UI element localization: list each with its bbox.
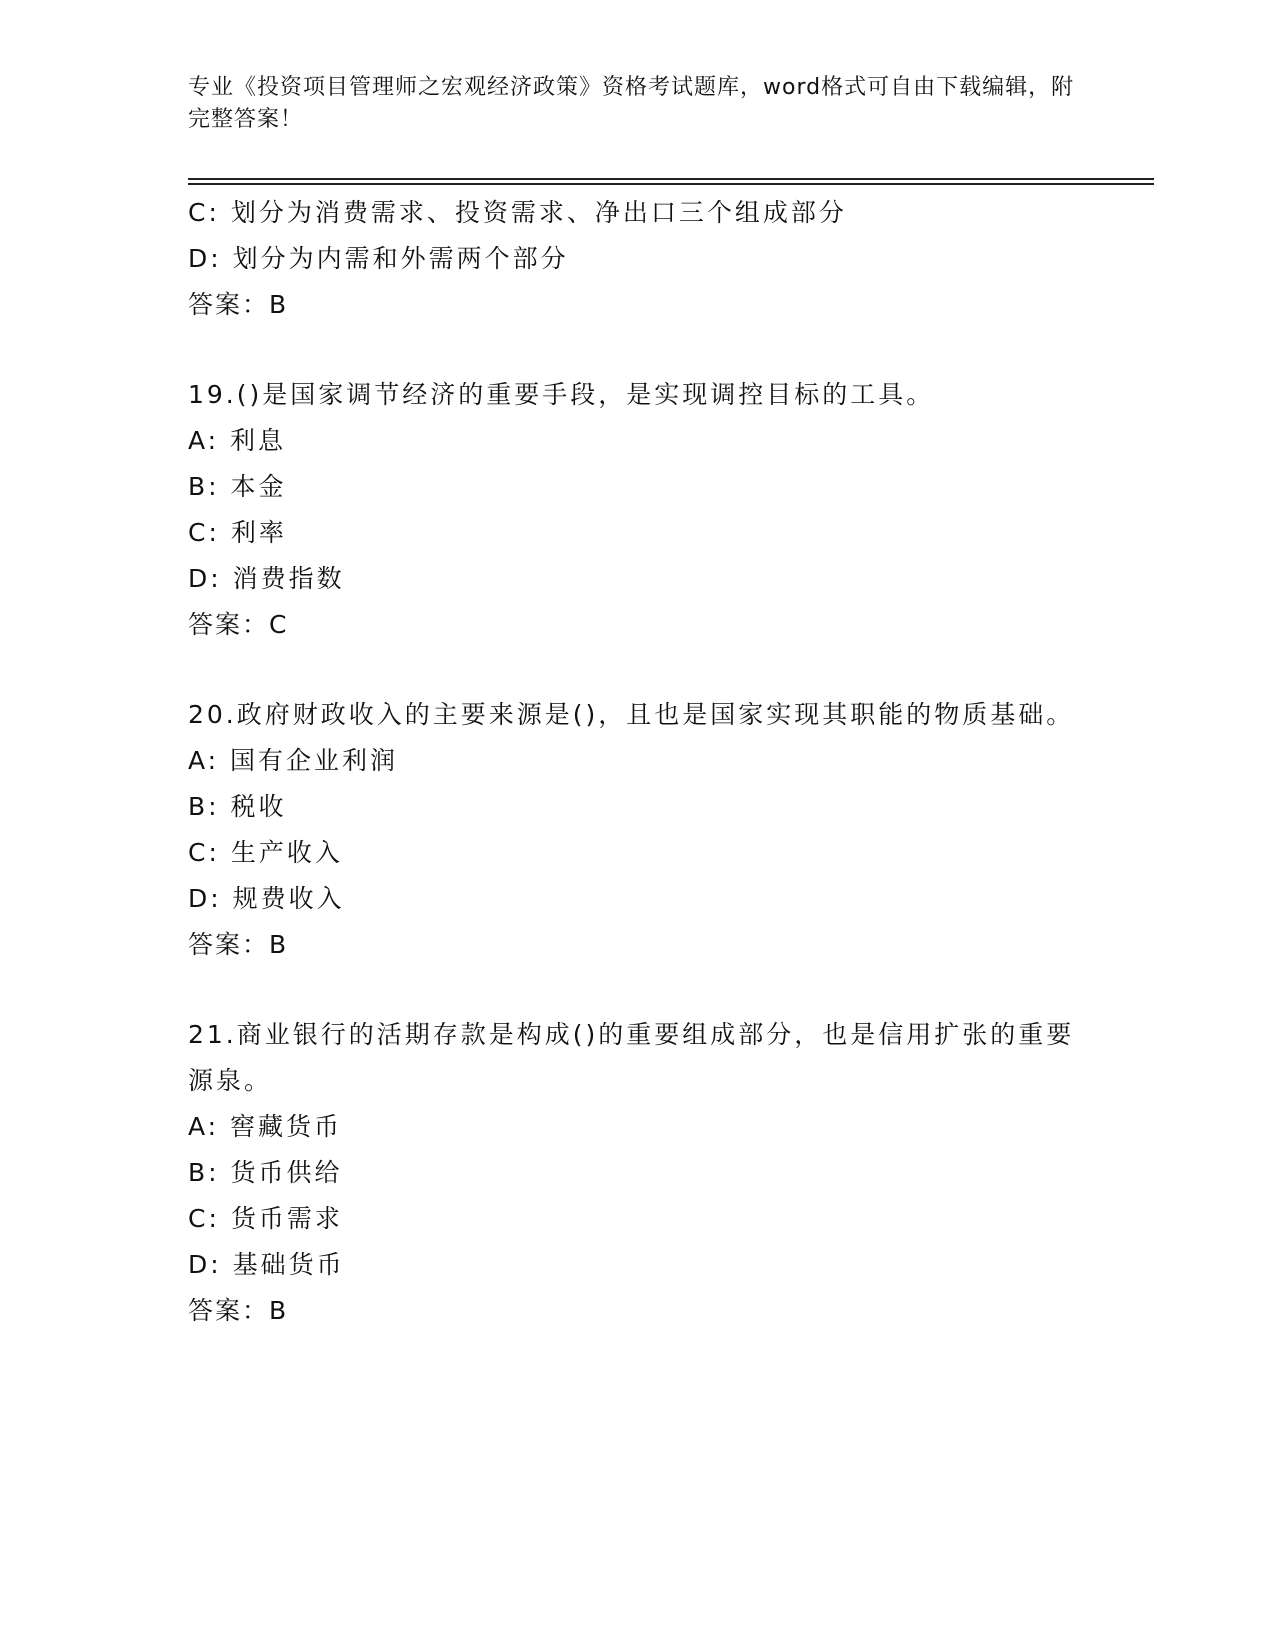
header-divider-bottom (188, 183, 1154, 185)
spacer (188, 328, 1088, 372)
option-a: A: 窖藏货币 (188, 1112, 343, 1141)
answer-line: 答案：B (188, 930, 289, 959)
question-list (188, 190, 1088, 1334)
answer-line: 答案：B (188, 290, 289, 319)
option-d: D: 规费收入 (188, 884, 345, 913)
question-text: 20.政府财政收入的主要来源是()，且也是国家实现其职能的物质基础。 (188, 700, 1075, 729)
option-b: B: 本金 (188, 472, 287, 501)
option-b: B: 税收 (188, 792, 287, 821)
question-block-19 (188, 372, 1088, 648)
option-d: D: 消费指数 (188, 564, 345, 593)
header-divider-top (188, 178, 1154, 180)
question-text: 19.()是国家调节经济的重要手段，是实现调控目标的工具。 (188, 380, 935, 409)
option-c: C: 生产收入 (188, 838, 343, 867)
question-block-21 (188, 1012, 1088, 1334)
option-c: C: 货币需求 (188, 1204, 343, 1233)
option-d: D: 基础货币 (188, 1250, 345, 1279)
question-block-partial (188, 190, 1088, 328)
option-b: B: 货币供给 (188, 1158, 343, 1187)
option-d: D: 划分为内需和外需两个部分 (188, 244, 569, 273)
spacer (188, 968, 1088, 1012)
question-text: 21.商业银行的活期存款是构成()的重要组成部分，也是信用扩张的重要源泉。 (188, 1020, 1075, 1095)
answer-line: 答案：C (188, 610, 289, 639)
question-block-20 (188, 692, 1088, 968)
option-a: A: 国有企业利润 (188, 746, 399, 775)
answer-line: 答案：B (188, 1296, 289, 1325)
option-c: C: 划分为消费需求、投资需求、净出口三个组成部分 (188, 198, 847, 227)
option-a: A: 利息 (188, 426, 287, 455)
spacer (188, 648, 1088, 692)
document-header: 专业《投资项目管理师之宏观经济政策》资格考试题库，word格式可自由下载编辑，附完整答案！ (188, 75, 1075, 132)
option-c: C: 利率 (188, 518, 287, 547)
